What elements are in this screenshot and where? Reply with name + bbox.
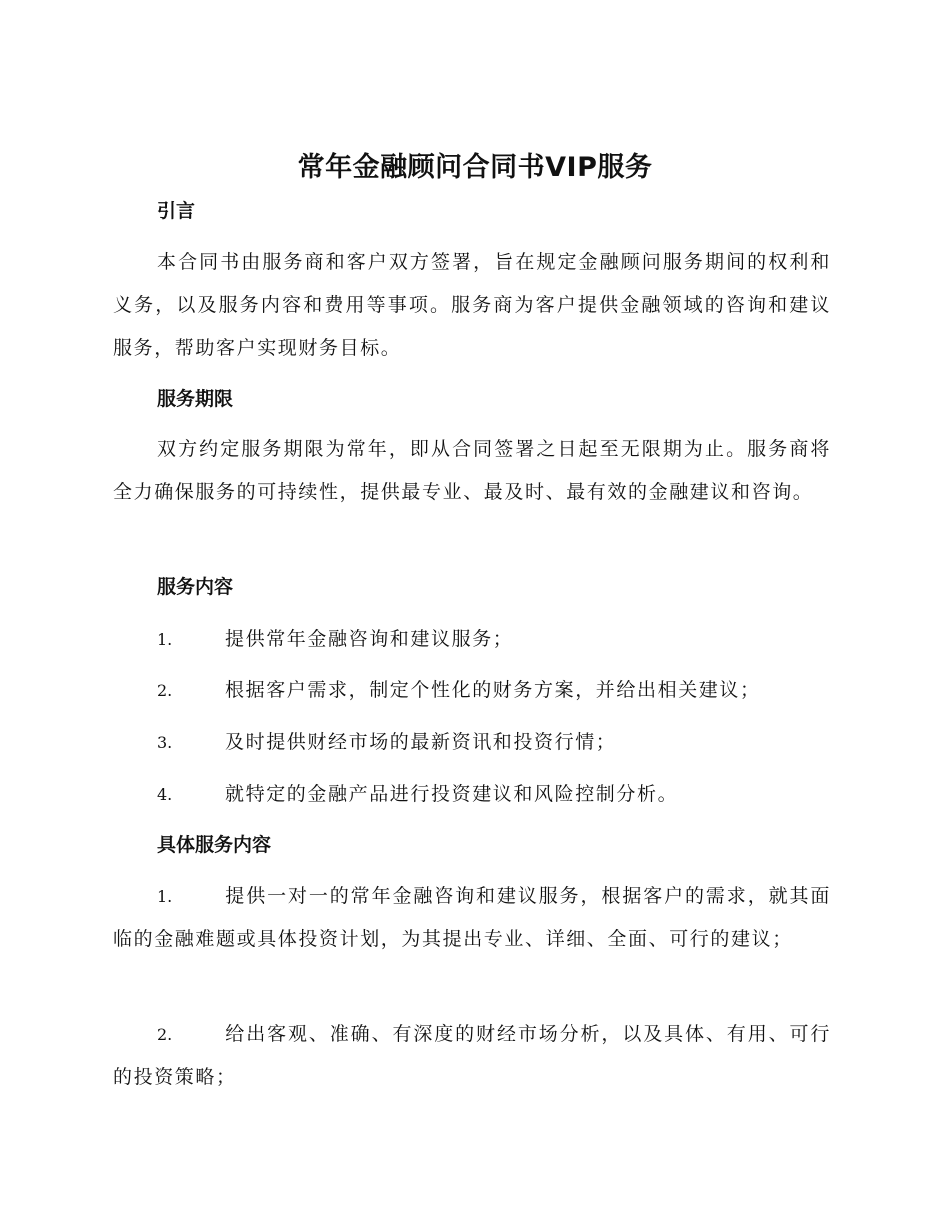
- list-item: [157, 728, 616, 757]
- list-item: [157, 625, 513, 654]
- document-title: 常年金融顾问合同书VIP服务: [297, 152, 653, 183]
- list-item: [157, 676, 761, 705]
- intro-paragraph: 本合同书由服务商和客户双方签署，旨在规定金融顾问服务期间的权利和义务，以及服务内容和费用等事项。服务商为客户提供金融领域的咨询和建议服务，帮助客户实现财务目标。: [113, 251, 831, 359]
- list-number: 3.: [157, 733, 173, 752]
- list-number: 4.: [157, 785, 173, 804]
- list-text: 提供一对一的常年金融咨询和建议服务，根据客户的需求，就其面临的金融难题或具体投资计划，为其提出专业、详细、全面、可行的建议；: [113, 885, 831, 950]
- section-heading-detail: 具体服务内容: [157, 834, 272, 856]
- section-heading-term: 服务期限: [157, 388, 234, 410]
- list-number: 1.: [157, 630, 173, 649]
- detail-item-paragraph: [113, 875, 831, 961]
- section-heading-intro: 引言: [157, 200, 196, 222]
- detail-item-paragraph: [113, 1013, 831, 1099]
- list-text: 及时提供财经市场的最新资讯和投资行情；: [225, 731, 617, 753]
- list-item: [157, 780, 678, 809]
- list-text: 提供常年金融咨询和建议服务；: [225, 628, 514, 650]
- list-text: 就特定的金融产品进行投资建议和风险控制分析。: [225, 783, 679, 805]
- list-number: 2.: [157, 1025, 173, 1044]
- term-paragraph: 双方约定服务期限为常年，即从合同签署之日起至无限期为止。服务商将全力确保服务的可持续性，提供最专业、最及时、最有效的金融建议和咨询。: [113, 438, 831, 503]
- list-number: 1.: [157, 887, 173, 906]
- list-number: 2.: [157, 681, 173, 700]
- section-heading-content: 服务内容: [157, 576, 234, 598]
- list-text: 给出客观、准确、有深度的财经市场分析，以及具体、有用、可行的投资策略；: [113, 1023, 831, 1088]
- list-text: 根据客户需求，制定个性化的财务方案，并给出相关建议；: [225, 679, 761, 701]
